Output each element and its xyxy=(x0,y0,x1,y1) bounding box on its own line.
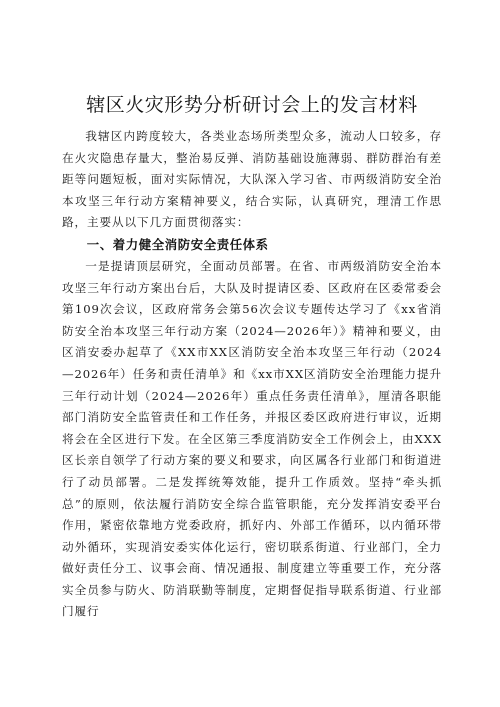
section-1-body-paragraph: 一是提请顶层研究，全面动员部署。在省、市两级消防安全治本攻坚三年行动方案出台后，大队及时提请区委、区政府在区委常委会第109次会议，区政府常务会第56次会议专题传达学习了《xx省消防安全治本攻坚三年行动方案（2024—2026年）》精神和要义，由区消安委办起草了《XX市XX区消防安全治本攻坚三年行动（2024—2026年）任务和责任清单》和《xx市XX区消防安全治理能力提升三年行动计划（2024—2026年）重点任务责任清单》，厘清各职能部门消防安全监管责任和工作任务，并报区委区政府进行审议，近期将会在全区进行下发。在全区第三季度消防安全工作例会上，由XXX区长亲自领学了行动方案的要义和要求，向区属各行业部门和街道进行了动员部署。二是发挥统筹效能，提升工作质效。坚持“牵头抓总”的原则，依法履行消防安全综合监管职能，充分发挥消安委平台作用，紧密依靠地方党委政府，抓好内、外部工作循环，以内循环带动外循环，实现消安委实体化运行，密切联系街道、行业部门，全力做好责任分工、议事会商、情况通报、制度建立等重要工作，充分落实全员参与防火、防消联勤等制度，定期督促指导联系街道、行业部门履行 xyxy=(62,258,442,619)
intro-paragraph: 我辖区内跨度较大，各类业态场所类型众多，流动人口较多，存在火灾隐患存量大，整治易反弹、消防基础设施薄弱、群防群治有差距等问题短板，面对实际情况，大队深入学习省、市两级消防安全治本攻坚三年行动方案精神要义，结合实际，认真研究，理清工作思路，主要从以下几方面贯彻落实： xyxy=(62,129,442,230)
document-title: 辖区火灾形势分析研讨会上的发言材料 xyxy=(86,94,418,116)
section-1-heading: 一、着力健全消防安全责任体系 xyxy=(86,236,269,252)
